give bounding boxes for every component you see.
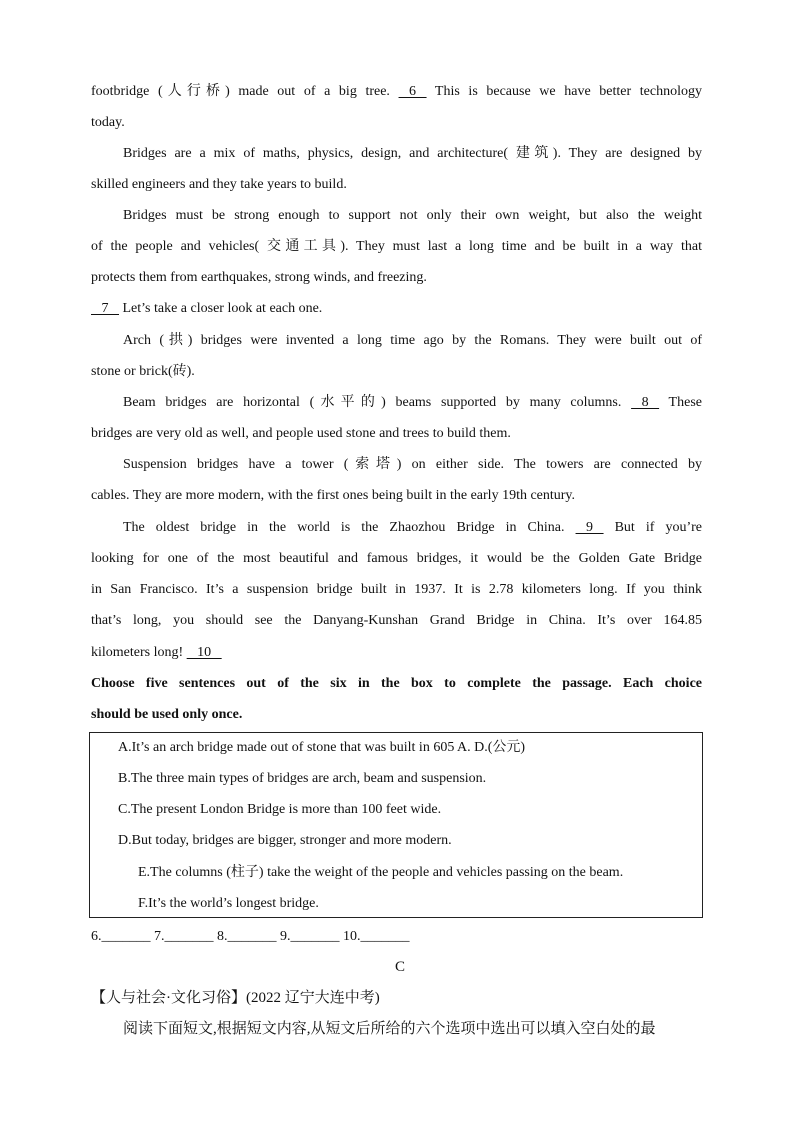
passage-line-14: cables. They are more modern, with the first ones being built in the early 19th century. [91,488,576,503]
blank-10: 10 [186,645,222,660]
passage-text: footbridge (人行桥) made out of a big tree. [91,84,399,99]
passage-line-1 [91,82,702,102]
passage-line-18: that’s long, you should see the Danyang-Kunshan Grand Bridge in China. It’s over 164.85 [91,613,702,628]
passage-line-8 [91,299,702,319]
passage-line-17: in San Francisco. It’s a suspension bridge built in 1937. It is 2.78 kilometers long. If you think [91,582,702,597]
passage-line-2: today. [91,115,125,130]
passage-line-13: Suspension bridges have a tower (索塔) on either side. The towers are connected by [123,457,702,472]
answer-blanks: 6._______ 7._______ 8._______ 9._______ 10._______ [91,929,410,944]
passage-text: But if you’re [603,520,703,535]
section-intro: 阅读下面短文,根据短文内容,从短文后所给的六个选项中选出可以填入空白处的最 [123,1021,656,1037]
passage-line-15 [123,518,702,538]
option-c: C.The present London Bridge is more than 100 feet wide. [118,802,442,817]
passage-line-3: Bridges are a mix of maths, physics, design, and architecture( 建筑). They are designed by [123,146,702,161]
passage-text: The oldest bridge in the world is the Zhaozhou Bridge in China. [123,520,576,535]
passage-line-11 [123,393,702,413]
instructions-line-2: should be used only once. [91,707,243,722]
passage-text: Beam bridges are horizontal (水平的) beams supported by many columns. [123,395,632,410]
blank-6: 6 [398,84,427,99]
passage-line-6: of the people and vehicles( 交通工具). They must last a long time and be built in a way that [91,239,702,254]
passage-line-10: stone or brick(砖). [91,364,195,379]
options-box [89,732,703,918]
option-b: B.The three main types of bridges are arch, beam and suspension. [118,771,487,786]
passage-text: This is because we have better technology [426,84,702,99]
blank-8: 8 [631,395,660,410]
option-d: D.But today, bridges are bigger, stronger and more modern. [118,833,452,848]
section-letter: C [394,959,405,975]
section-heading: 【人与社会·文化习俗】(2022 辽宁大连中考) [91,990,380,1006]
option-a: A.It’s an arch bridge made out of stone that was built in 605 A. D.(公元) [118,740,526,755]
passage-text: Let’s take a closer look at each one. [119,301,323,316]
passage-line-12: bridges are very old as well, and people used stone and trees to build them. [91,426,511,441]
passage-line-5: Bridges must be strong enough to support not only their own weight, but also the weight [123,208,702,223]
blank-7: 7 [91,301,119,316]
passage-text: These [659,395,702,410]
passage-line-16: looking for one of the most beautiful and famous bridges, it would be the Golden Gate Bridge [91,551,702,566]
passage-line-4: skilled engineers and they take years to build. [91,177,347,192]
passage-line-19 [91,643,702,663]
option-e: E.The columns (柱子) take the weight of the people and vehicles passing on the beam. [138,865,624,880]
blank-9: 9 [575,520,604,535]
passage-text: kilometers long! [91,645,187,660]
passage-line-7: protects them from earthquakes, strong winds, and freezing. [91,270,427,285]
passage-line-9: Arch (拱) bridges were invented a long time ago by the Romans. They were built out of [123,333,702,348]
option-f: F.It’s the world’s longest bridge. [138,896,319,911]
instructions-line-1: Choose five sentences out of the six in the box to complete the passage. Each choice [91,676,702,691]
